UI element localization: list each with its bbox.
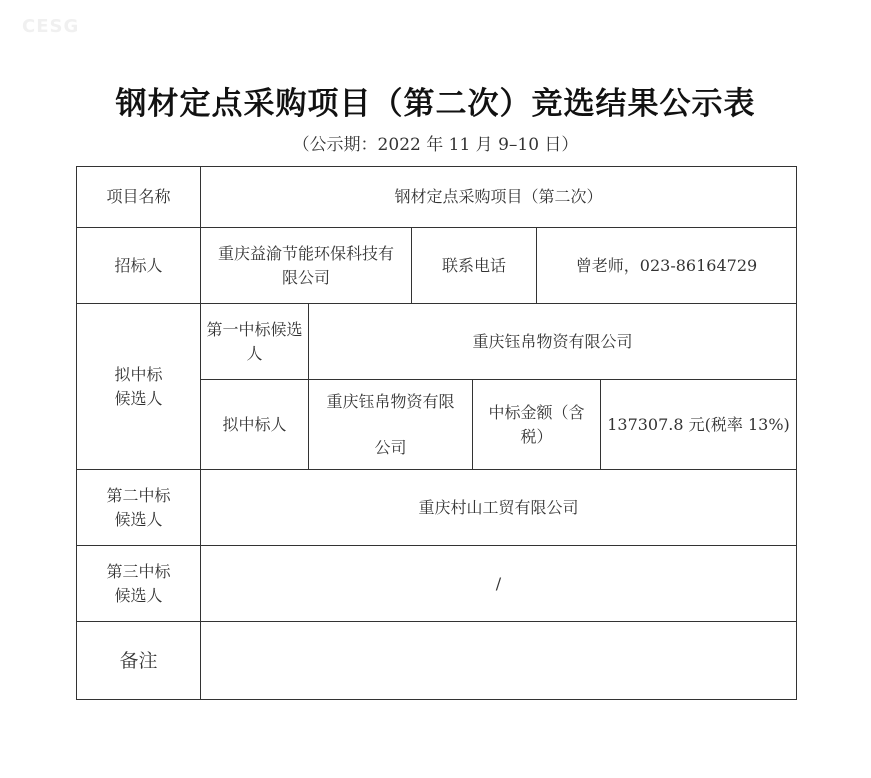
proposed-winner-label: 拟中标人 xyxy=(200,379,309,470)
project-name-value: 钢材定点采购项目（第二次） xyxy=(200,166,797,228)
remarks-label: 备注 xyxy=(76,621,201,700)
contact-value: 曾老师，023-86164729 xyxy=(536,227,797,304)
second-candidate-value: 重庆村山工贸有限公司 xyxy=(200,469,797,546)
project-name-label: 项目名称 xyxy=(76,166,201,228)
first-candidate-value: 重庆钰帛物资有限公司 xyxy=(308,303,797,380)
candidate-group-label: 拟中标候选人 xyxy=(76,303,201,470)
bid-amount-label: 中标金额（含税） xyxy=(472,379,601,470)
result-table xyxy=(76,166,797,700)
watermark: CESG xyxy=(22,16,80,37)
page-title: 钢材定点采购项目（第二次）竞选结果公示表 xyxy=(115,86,756,122)
proposed-winner-value: 重庆钰帛物资有限 公司 xyxy=(308,379,473,470)
first-candidate-label: 第一中标候选人 xyxy=(200,303,309,380)
tenderer-value: 重庆益渝节能环保科技有限公司 xyxy=(200,227,412,304)
third-candidate-label: 第三中标候选人 xyxy=(76,545,201,622)
contact-label: 联系电话 xyxy=(411,227,537,304)
remarks-value xyxy=(200,621,797,700)
tenderer-label: 招标人 xyxy=(76,227,201,304)
third-candidate-value: / xyxy=(200,545,797,622)
second-candidate-label: 第二中标候选人 xyxy=(76,469,201,546)
bid-amount-value: 137307.8 元(税率 13%) xyxy=(600,379,797,470)
publicity-period: （公示期：2022 年 11 月 9–10 日） xyxy=(292,135,579,155)
